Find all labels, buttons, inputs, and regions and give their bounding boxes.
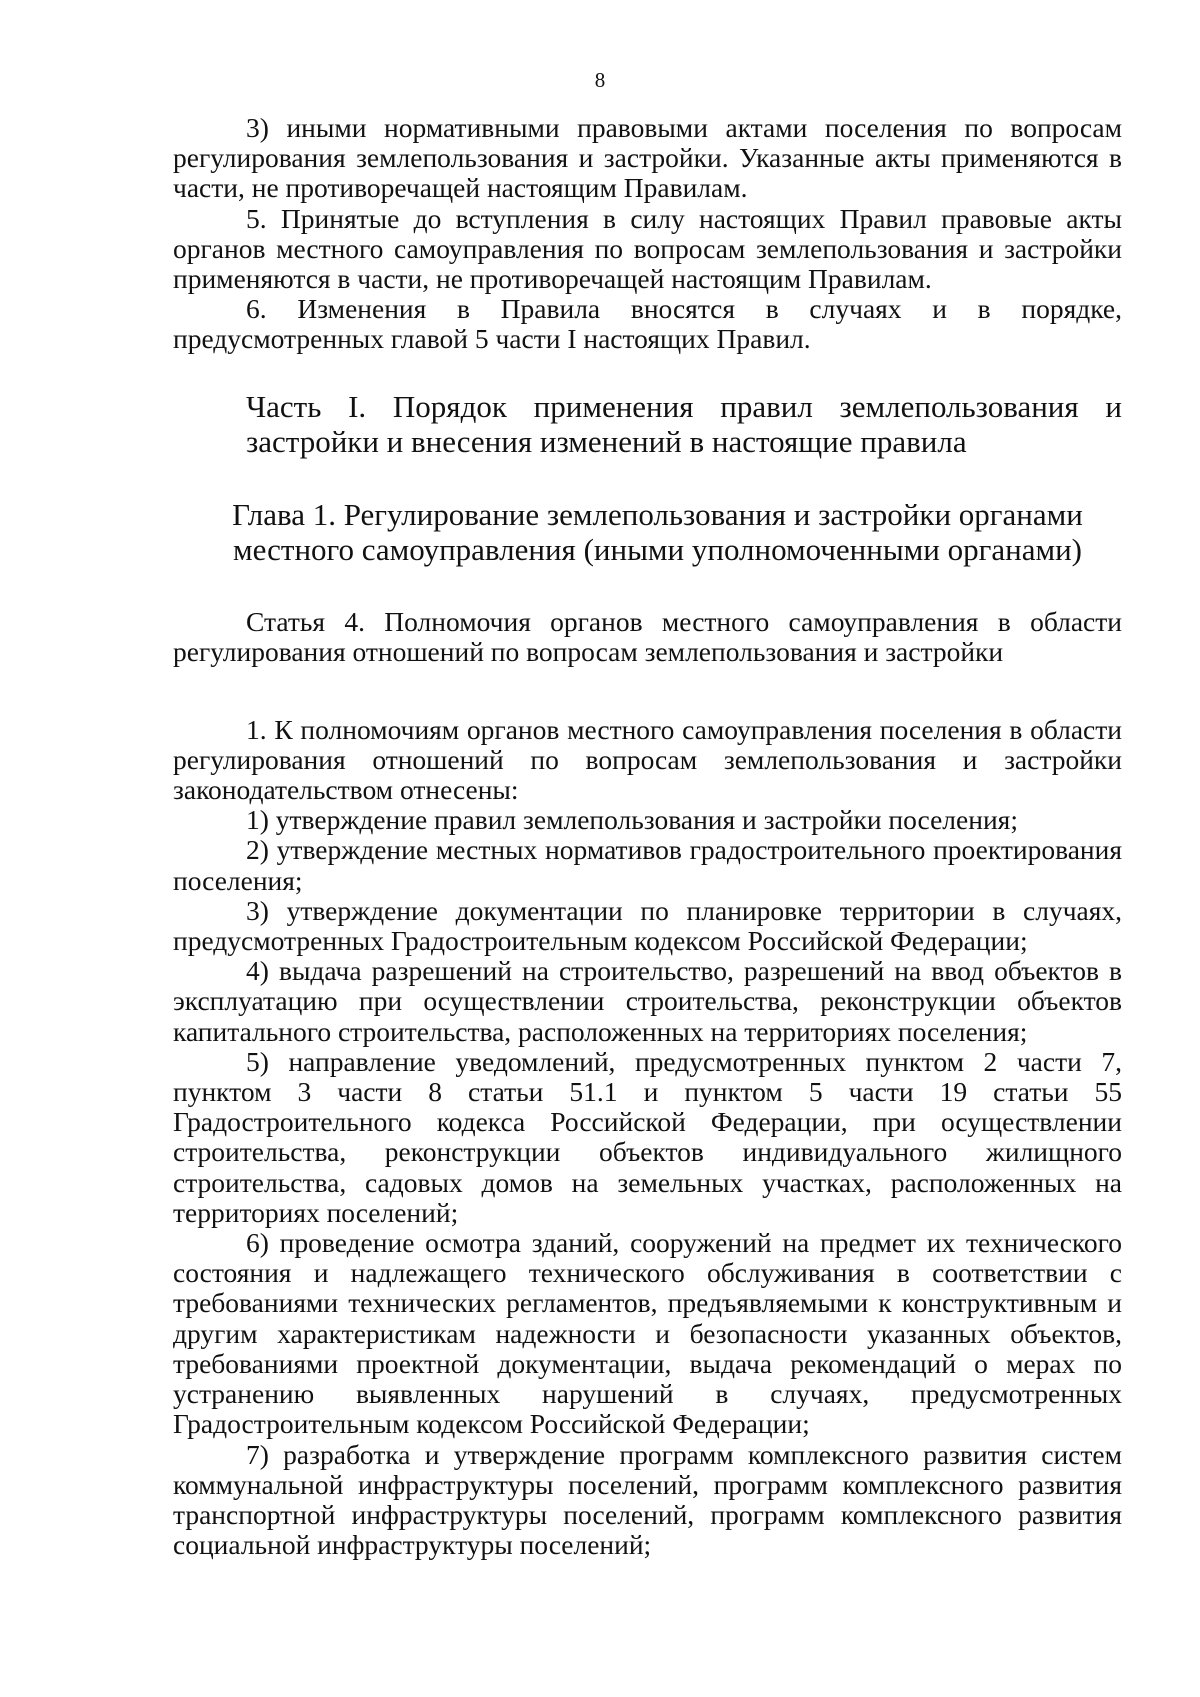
chapter-heading: Глава 1. Регулирование землепользования и застройки органами местного самоуправления (иными уполномоченными органами) [232,496,1083,567]
document-body [173,113,1122,1560]
article-subitem-3: 3) утверждение документации по планировке территории в случаях, предусмотренных Градостроительным кодексом Российской Федерации; [173,894,1122,957]
article-subitem-2: 2) утверждение местных нормативов градостроительного проектирования поселения; [173,834,1122,896]
article-subitem-7: 7) разработка и утверждение программ комплексного развития систем коммунальной инфраструктуры поселений, программ комплексного развития транспортной инфраструктуры поселений, программ комплексного развития социальной инфраструктуры поселений; [173,1438,1122,1561]
page-number: 8 [594,68,606,92]
article-heading: Статья 4. Полномочия органов местного самоуправления в области регулирования отношений по вопросам землепользования и застройки [173,605,1122,667]
part-heading: Часть I. Порядок применения правил землепользования и застройки и внесения изменений в настоящие правила [246,388,1122,459]
paragraph-5: 5. Принятые до вступления в силу настоящих Правил правовые акты органов местного самоуправления по вопросам землепользования и застройки применяются в части, не противоречащей настоящим Правилам. [173,202,1122,295]
article-subitem-4: 4) выдача разрешений на строительство, разрешений на ввод объектов в эксплуатацию при осуществлении строительства, реконструкции объектов капитального строительства, расположенных на территориях поселения; [173,955,1122,1047]
paragraph-6: 6. Изменения в Правила вносятся в случаях и в порядке, предусмотренных главой 5 части I настоящих Правил. [173,293,1122,355]
article-subitem-1: 1) утверждение правил землепользования и застройки поселения; [246,804,1018,836]
article-subitem-5: 5) направление уведомлений, предусмотренных пунктом 2 части 7, пунктом 3 части 8 статьи 51.1 и пунктом 5 части 19 статьи 55 Градостроительного кодекса Российской Федерации, при осуществлении строительства, реконструкции объектов индивидуального жилищного строительства, садовых домов на земельных участках, расположенных на территориях поселений; [173,1045,1122,1228]
paragraph-intro-3: 3) иными нормативными правовыми актами поселения по вопросам регулирования землепользования и застройки. Указанные акты применяются в части, не противоречащей настоящим Правилам. [173,112,1122,204]
article-subitem-6: 6) проведение осмотра зданий, сооружений на предмет их технического состояния и надлежащего технического обслуживания в соответствии с требованиями технических регламентов, предъявляемыми к конструктивным и другим характеристикам надежности и безопасности указанных объектов, требованиями проектной документации, выдача рекомендаций о мерах по устранению выявленных нарушений в случаях, предусмотренных Градостроительным кодексом Российской Федерации; [173,1227,1122,1440]
article-item-1: 1. К полномочиям органов местного самоуправления поселения в области регулирования отношений по вопросам землепользования и застройки законодательством отнесены: [173,713,1122,806]
